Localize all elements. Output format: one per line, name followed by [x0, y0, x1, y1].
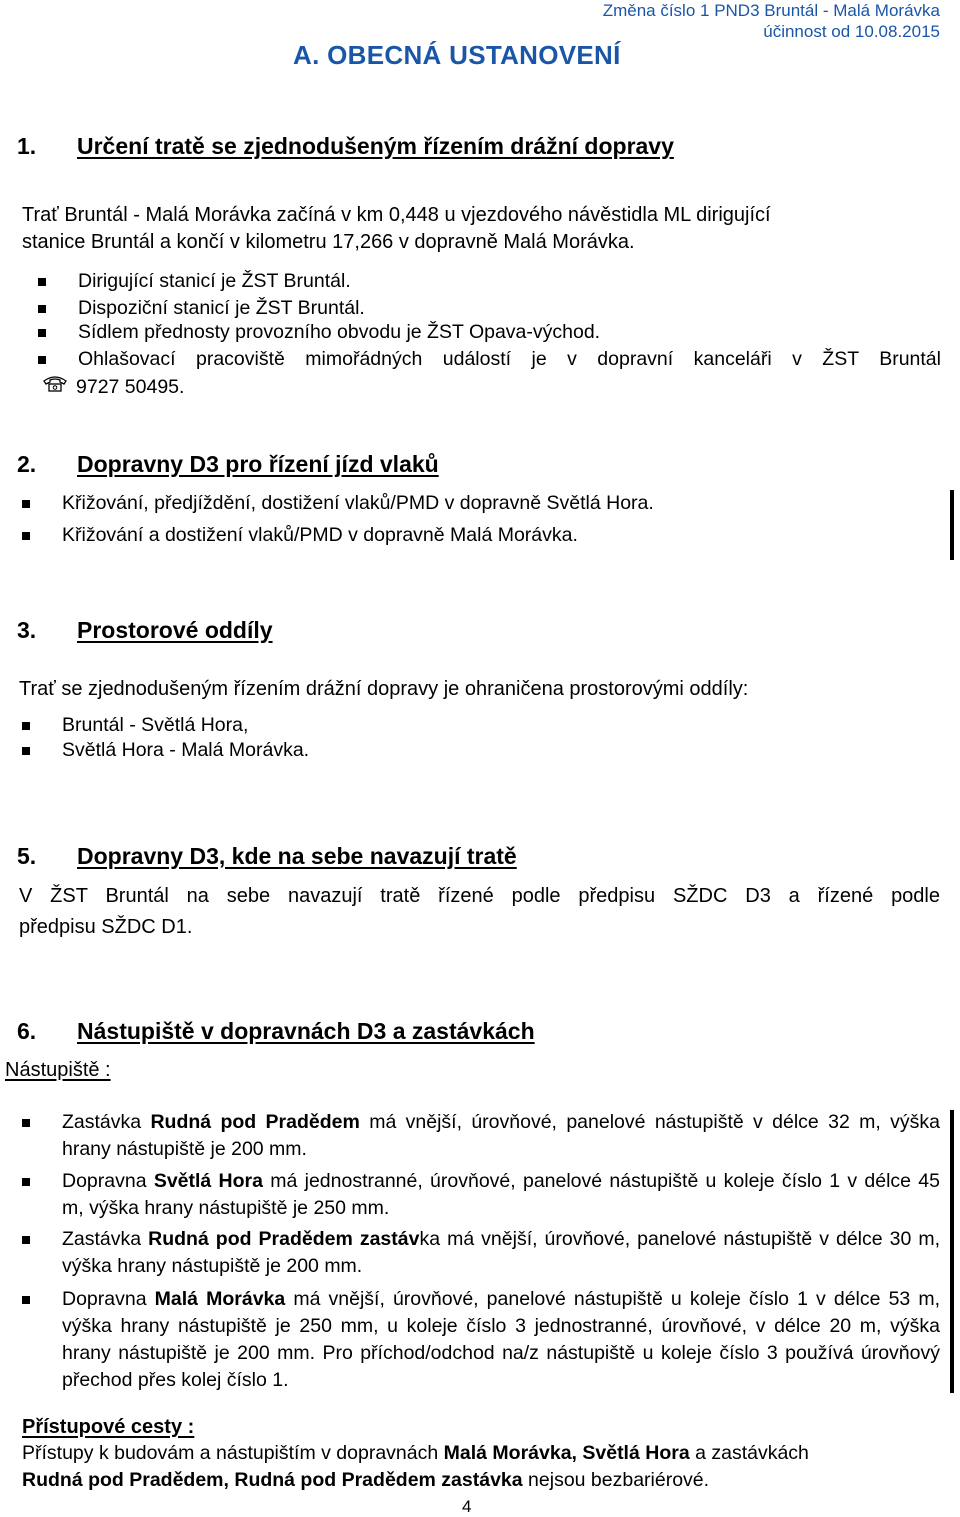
- section-title: Prostorové oddíly: [77, 617, 273, 643]
- list-item: Dispoziční stanicí je ŽST Bruntál.: [38, 295, 365, 322]
- list-item: Křižování a dostižení vlaků/PMD v dopravně Malá Morávka.: [22, 522, 578, 549]
- list-item: Ohlašovací pracoviště mimořádných událostí je v dopravní kanceláři v ŽST Bruntál: [38, 346, 941, 373]
- section-number: 2.: [17, 451, 37, 477]
- section-3-paragraph: Trať se zjednodušeným řízením drážní dopravy je ohraničena prostorovými oddíly:: [19, 678, 749, 700]
- list-item: Zastávka Rudná pod Pradědem zastávka má vnější, úrovňové, panelové nástupiště v délce 30 m, výška hrany nástupiště je 200 mm.: [22, 1226, 940, 1280]
- list-item: Dirigující stanicí je ŽST Bruntál.: [38, 268, 351, 295]
- phone-number: 9727 50495.: [76, 376, 185, 398]
- section-6-heading: [17, 1018, 535, 1045]
- section-number: 5.: [17, 843, 37, 869]
- change-bar: [950, 1110, 954, 1393]
- paragraph-line: V ŽST Bruntál na sebe navazují tratě řízené podle předpisu SŽDC D3 a řízené podle: [19, 885, 940, 907]
- page-title: A. OBECNÁ USTANOVENÍ: [293, 40, 621, 70]
- list-item: Křižování, předjíždění, dostižení vlaků/PMD v dopravně Světlá Hora.: [22, 490, 654, 517]
- section-2-heading: [17, 451, 439, 478]
- list-item: Světlá Hora - Malá Morávka.: [22, 737, 309, 764]
- paragraph-line: stanice Bruntál a končí v kilometru 17,266 v dopravně Malá Morávka.: [22, 231, 635, 253]
- paragraph-line: předpisu SŽDC D1.: [19, 916, 193, 938]
- section-3-heading: [17, 617, 273, 644]
- access-label: Přístupové cesty :: [22, 1416, 195, 1438]
- section-title: Nástupiště v dopravnách D3 a zastávkách: [77, 1018, 535, 1044]
- telephone-icon: [42, 374, 72, 401]
- list-item: Dopravna Světlá Hora má jednostranné, úrovňové, panelové nástupiště u koleje číslo 1 v délce 45 m, výška hrany nástupiště je 250 mm.: [22, 1168, 940, 1222]
- section-5-heading: [17, 843, 517, 870]
- change-bar: [950, 490, 954, 560]
- page-number: 4: [462, 1497, 472, 1516]
- list-item: Bruntál - Světlá Hora,: [22, 712, 248, 739]
- section-number: 6.: [17, 1018, 37, 1044]
- section-title: Dopravny D3, kde na sebe navazují tratě: [77, 843, 517, 869]
- section-title: Určení tratě se zjednodušeným řízením drážní dopravy: [77, 133, 674, 159]
- access-paragraph: Přístupy k budovám a nástupištím v dopravnách Malá Morávka, Světlá Hora a zastávkách Rudná pod Pradědem, Rudná pod Pradědem zastávka nejsou bezbariérové.: [22, 1442, 809, 1491]
- section-5-paragraph: [19, 881, 940, 943]
- paragraph-line: Trať Bruntál - Malá Morávka začíná v km 0,448 u vjezdového návěstidla ML dirigující: [22, 204, 771, 226]
- section-1-paragraph: [22, 202, 942, 256]
- phone-line: [42, 374, 184, 401]
- change-notice: Změna číslo 1 PND3 Bruntál - Malá Morávka: [602, 1, 940, 20]
- list-item: Dopravna Malá Morávka má vnější, úrovňové, panelové nástupiště u koleje číslo 1 v délce 53 m, výška hrany nástupiště je 250 mm, u koleje číslo 3 jednostranné, úrovňové, v délce 20 m, výška hrany nástupiště je 200 mm. Pro příchod/odchod na/z nástupiště u koleje číslo 3 používá úrovňový přechod přes kolej číslo 1.: [22, 1286, 940, 1394]
- section-1-heading: [17, 133, 674, 160]
- section-number: 1.: [17, 133, 37, 159]
- platforms-label: Nástupiště :: [5, 1059, 111, 1081]
- list-item: Sídlem přednosty provozního obvodu je ŽST Opava-východ.: [38, 319, 600, 346]
- effective-date: účinnost od 10.08.2015: [763, 22, 940, 41]
- list-item: Zastávka Rudná pod Pradědem má vnější, úrovňové, panelové nástupiště v délce 32 m, výška hrany nástupiště je 200 mm.: [22, 1109, 940, 1163]
- section-title: Dopravny D3 pro řízení jízd vlaků: [77, 451, 439, 477]
- section-number: 3.: [17, 617, 37, 643]
